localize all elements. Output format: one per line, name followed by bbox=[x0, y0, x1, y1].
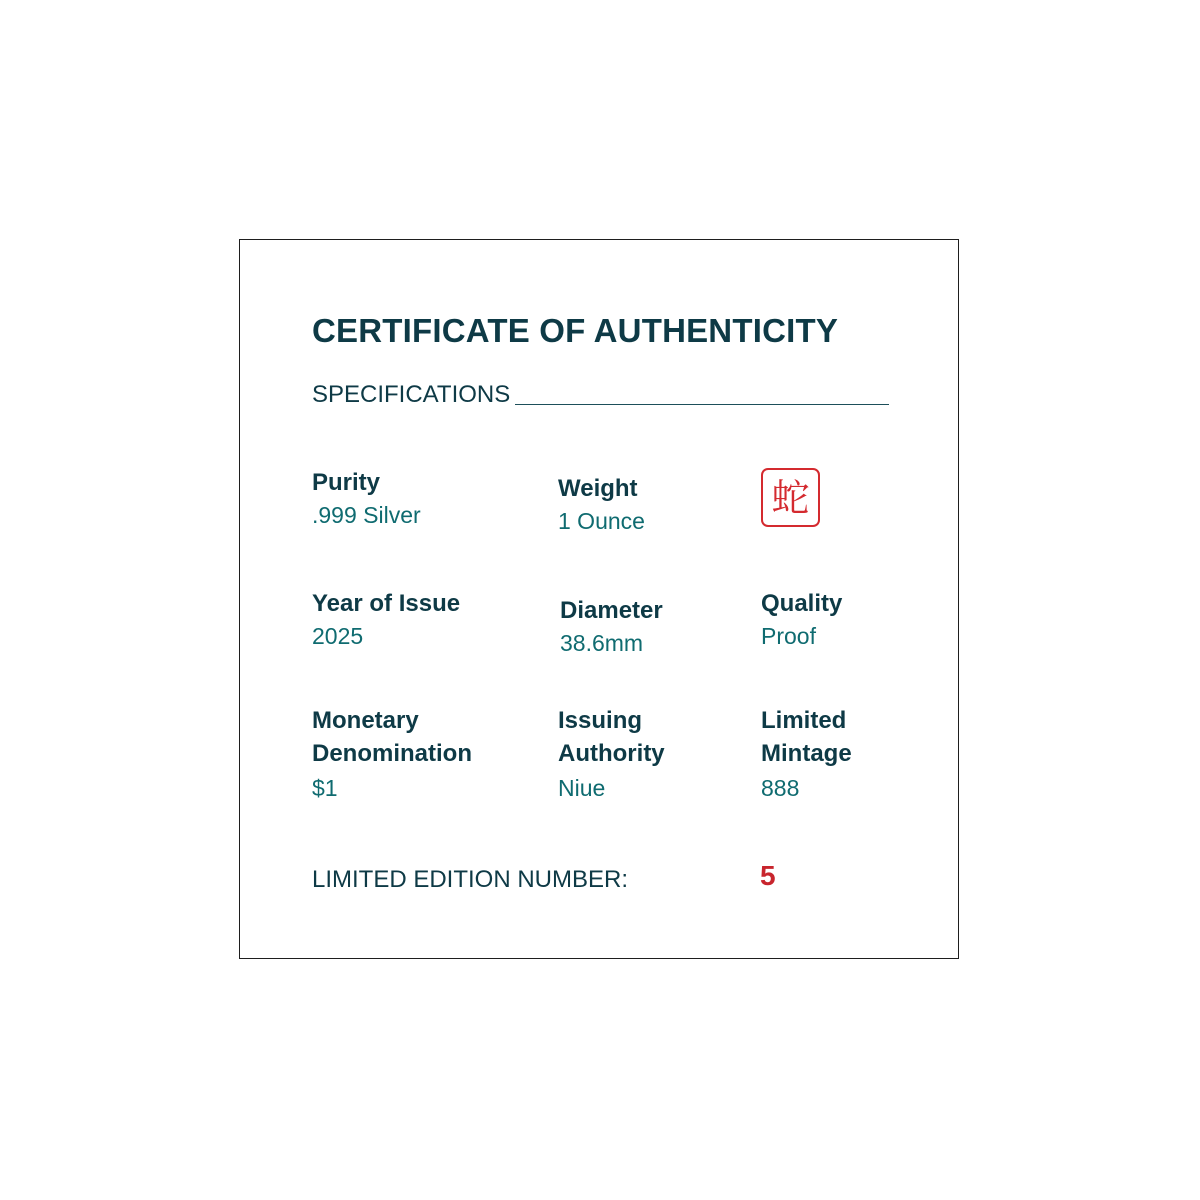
spec-year-label: Year of Issue bbox=[312, 590, 461, 617]
spec-weight-value: 1 Ounce bbox=[558, 508, 645, 534]
spec-authority-value: Niue bbox=[558, 775, 606, 801]
spec-mintage-label-line1: Limited bbox=[761, 707, 847, 734]
spec-monetary-denomination bbox=[312, 704, 472, 805]
limited-edition-number: 5 bbox=[760, 860, 776, 891]
spec-purity bbox=[312, 466, 421, 532]
spec-purity-label: Purity bbox=[312, 469, 381, 496]
specifications-divider bbox=[515, 404, 889, 405]
spec-weight-label: Weight bbox=[558, 475, 638, 502]
specifications-heading: SPECIFICATIONS bbox=[312, 381, 511, 408]
spec-denomination-label-line2: Denomination bbox=[312, 740, 472, 767]
spec-quality bbox=[761, 587, 842, 653]
spec-mintage-label-line2: Mintage bbox=[761, 740, 852, 767]
snake-character-icon: 蛇 bbox=[771, 475, 810, 520]
spec-diameter-value: 38.6mm bbox=[560, 630, 644, 656]
spec-diameter bbox=[560, 594, 663, 660]
spec-authority-label-line1: Issuing bbox=[558, 707, 643, 734]
limited-edition-label: LIMITED EDITION NUMBER: bbox=[312, 866, 629, 893]
certificate-card bbox=[239, 239, 959, 959]
spec-purity-value: .999 Silver bbox=[312, 502, 421, 528]
spec-weight bbox=[558, 472, 645, 538]
spec-issuing-authority bbox=[558, 704, 665, 805]
certificate-title: CERTIFICATE OF AUTHENTICITY bbox=[312, 312, 839, 349]
spec-denomination-label-line1: Monetary bbox=[312, 707, 419, 734]
spec-mintage-value: 888 bbox=[761, 775, 800, 801]
spec-quality-value: Proof bbox=[761, 623, 816, 649]
snake-seal-stamp bbox=[761, 468, 820, 527]
spec-quality-label: Quality bbox=[761, 590, 843, 617]
spec-authority-label-line2: Authority bbox=[558, 740, 665, 767]
spec-year-of-issue bbox=[312, 587, 460, 653]
spec-diameter-label: Diameter bbox=[560, 597, 663, 624]
spec-year-value: 2025 bbox=[312, 623, 364, 649]
spec-denomination-value: $1 bbox=[312, 775, 338, 801]
spec-limited-mintage bbox=[761, 704, 852, 805]
